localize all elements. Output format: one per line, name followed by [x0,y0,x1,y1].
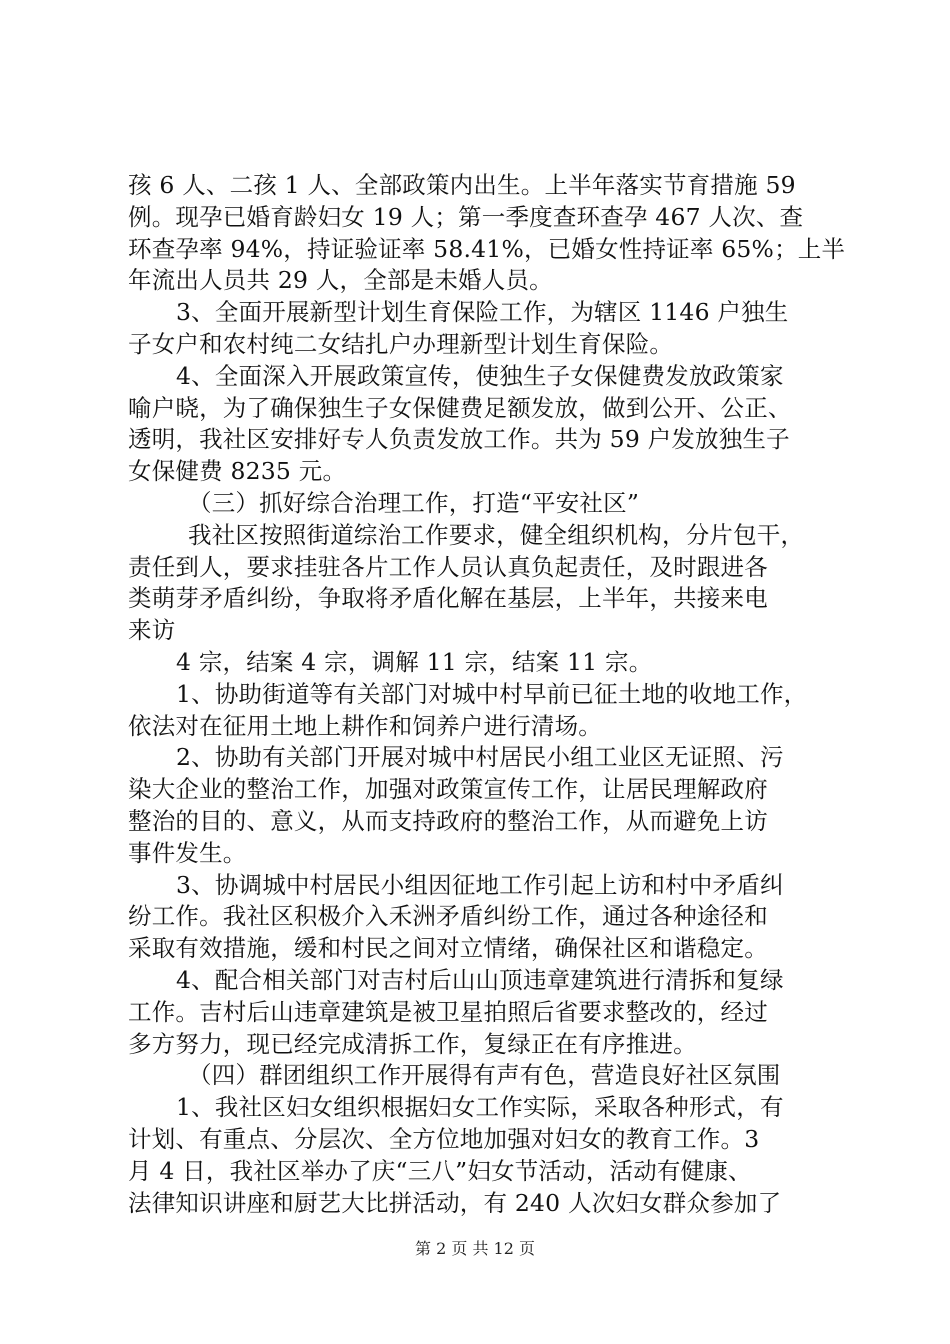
text-line: 类萌芽矛盾纠纷，争取将矛盾化解在基层，上半年，共接来电 [128,584,768,613]
text-line: 女保健费 8235 元。 [128,457,347,486]
text-line: 依法对在征用土地上耕作和饲养户进行清场。 [128,711,602,740]
text-line: 事件发生。 [128,838,247,867]
text-line: 4、配合相关部门对吉村后山山顶违章建筑进行清拆和复绿 [176,965,784,994]
text-line: （三）抓好综合治理工作，打造“平安社区” [188,488,640,517]
text-line: 1、协助街道等有关部门对城中村早前已征土地的收地工作， [176,679,808,708]
text-line: 3、协调城中村居民小组因征地工作引起上访和村中矛盾纠 [176,870,784,899]
text-line: 责任到人，要求挂驻各片工作人员认真负起责任，及时跟进各 [128,552,768,581]
text-line: 月 4 日，我社区举办了庆“三八”妇女节活动，活动有健康、 [128,1156,752,1185]
text-line: 2、协助有关部门开展对城中村居民小组工业区无证照、污 [176,743,784,772]
text-line: 采取有效措施，缓和村民之间对立情绪，确保社区和谐稳定。 [128,934,768,963]
text-line: 环查孕率 94%，持证验证率 58.41%，已婚女性持证率 65%；上半 [128,234,846,263]
text-line: （四）群团组织工作开展得有声有色，营造良好社区氛围 [188,1061,781,1090]
text-line: 喻户晓，为了确保独生子女保健费足额发放，做到公开、公正、 [128,393,792,422]
text-line: 年流出人员共 29 人，全部是未婚人员。 [128,266,553,295]
text-line: 4、全面深入开展政策宣传，使独生子女保健费发放政策家 [176,361,784,390]
text-line: 纷工作。我社区积极介入禾洲矛盾纠纷工作，通过各种途径和 [128,902,768,931]
text-line: 染大企业的整治工作，加强对政策宣传工作，让居民理解政府 [128,775,768,804]
document-body [128,170,846,1219]
text-line: 1、我社区妇女组织根据妇女工作实际，采取各种形式，有 [176,1093,784,1122]
text-line: 计划、有重点、分层次、全方位地加强对妇女的教育工作。3 [128,1124,760,1153]
text-line: 4 宗，结案 4 宗，调解 11 宗，结案 11 宗。 [176,647,653,676]
text-line: 来访 [128,616,176,645]
text-line: 孩 6 人、二孩 1 人、全部政策内出生。上半年落实节育措施 59 [128,171,796,199]
text-line: 3、全面开展新型计划生育保险工作，为辖区 1146 户独生 [176,298,789,327]
text-line: 工作。吉村后山违章建筑是被卫星拍照后省要求整改的，经过 [128,997,768,1026]
text-line: 子女户和农村纯二女结扎户办理新型计划生育保险。 [128,329,674,358]
text-line: 整治的目的、意义，从而支持政府的整治工作，从而避免上访 [128,806,768,835]
text-line: 法律知识讲座和厨艺大比拼活动，有 240 人次妇女群众参加了 [128,1188,782,1217]
text-line: 例。现孕已婚育龄妇女 19 人；第一季度查环查孕 467 人次、查 [128,202,804,231]
text-line: 多方努力，现已经完成清拆工作，复绿正在有序推进。 [128,1029,697,1058]
text-line: 我社区按照街道综治工作要求，健全组织机构，分片包干， [188,520,805,549]
text-line: 透明，我社区安排好专人负责发放工作。共为 59 户发放独生子 [128,425,790,454]
page-footer: 第 2 页 共 12 页 [415,1239,535,1258]
